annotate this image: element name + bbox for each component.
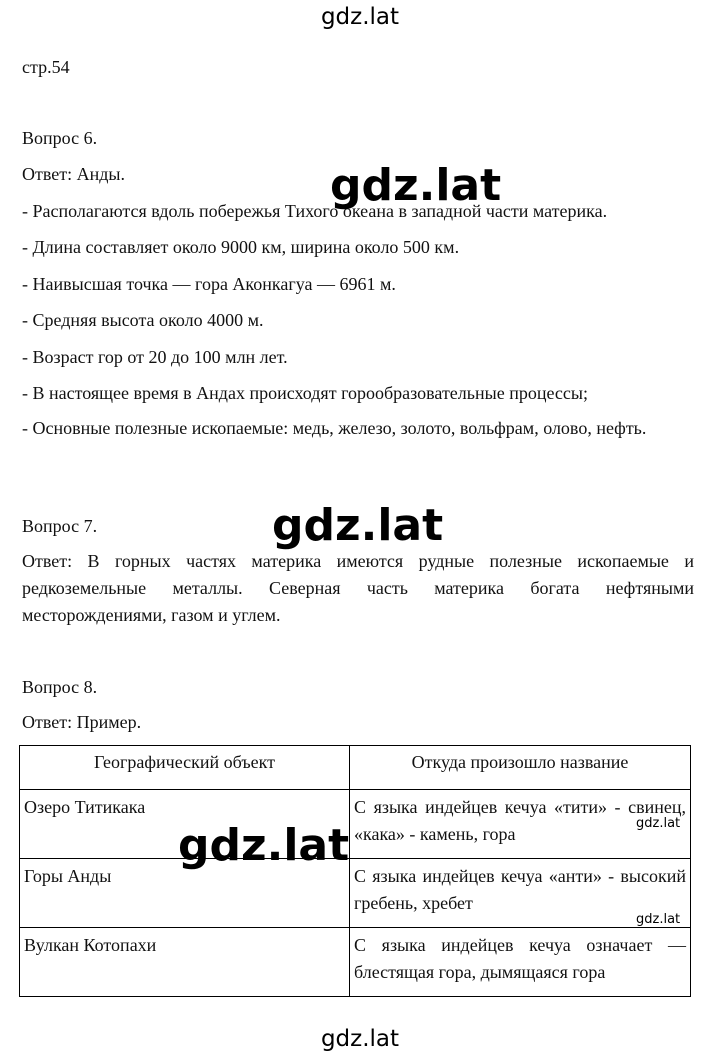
table-cell-object: Горы Анды — [20, 859, 350, 928]
question-6-item: - Наивысшая точка — гора Аконкагуа — 6961 м. — [22, 274, 396, 294]
table-row — [20, 790, 691, 859]
table-row — [20, 859, 691, 928]
table-header-row — [20, 746, 691, 790]
table-header-cell: Географический объект — [20, 746, 350, 790]
footer-watermark: gdz.lat — [320, 1026, 400, 1052]
question-7-title: Вопрос 7. — [22, 516, 98, 536]
question-8-answer: Ответ: Пример. — [22, 712, 142, 732]
watermark-small: gdz.lat — [636, 816, 681, 831]
question-6-answer: Ответ: Анды. — [22, 164, 125, 184]
question-6-item: - Располагаются вдоль побережья Тихого океана в западной части материка. — [22, 201, 608, 221]
table-row — [20, 928, 691, 997]
watermark-small: gdz.lat — [636, 912, 681, 927]
table-header-cell: Откуда произошло название — [350, 746, 691, 790]
origin-table — [19, 745, 691, 997]
question-6-item: - Возраст гор от 20 до 100 млн лет. — [22, 347, 288, 367]
table-cell-origin: С языка индейцев кечуа «анти» - высокий гребень, хребет — [350, 859, 691, 928]
question-6-item: - Средняя высота около 4000 м. — [22, 310, 264, 330]
table-cell-origin: С языка индейцев кечуа «тити» - свинец, «кака» - камень, гора — [350, 790, 691, 859]
question-6-title: Вопрос 6. — [22, 128, 98, 148]
watermark-large: gdz.lat — [272, 500, 444, 551]
table-cell-object: Озеро Титикака — [20, 790, 350, 859]
table-cell-origin: С языка индейцев кечуа означает — блестящая гора, дымящаяся гора — [350, 928, 691, 997]
header-watermark: gdz.lat — [320, 4, 400, 30]
page-reference: стр.54 — [22, 57, 70, 77]
question-6-item: - Основные полезные ископаемые: медь, железо, золото, вольфрам, олово, нефть. — [22, 418, 647, 438]
table-cell-object: Вулкан Котопахи — [20, 928, 350, 997]
question-7-answer: Ответ: В горных частях материка имеются рудные полезные ископаемые и редкоземельные металлы. Северная часть материка богата нефтяными месторождениями, газом и углем. — [22, 551, 694, 625]
question-6-item: - Длина составляет около 9000 км, ширина около 500 км. — [22, 237, 460, 257]
question-8-title: Вопрос 8. — [22, 677, 98, 697]
watermark-large: gdz.lat — [178, 820, 350, 871]
watermark-large: gdz.lat — [330, 160, 502, 211]
question-6-item: - В настоящее время в Андах происходят горообразовательные процессы; — [22, 383, 588, 403]
